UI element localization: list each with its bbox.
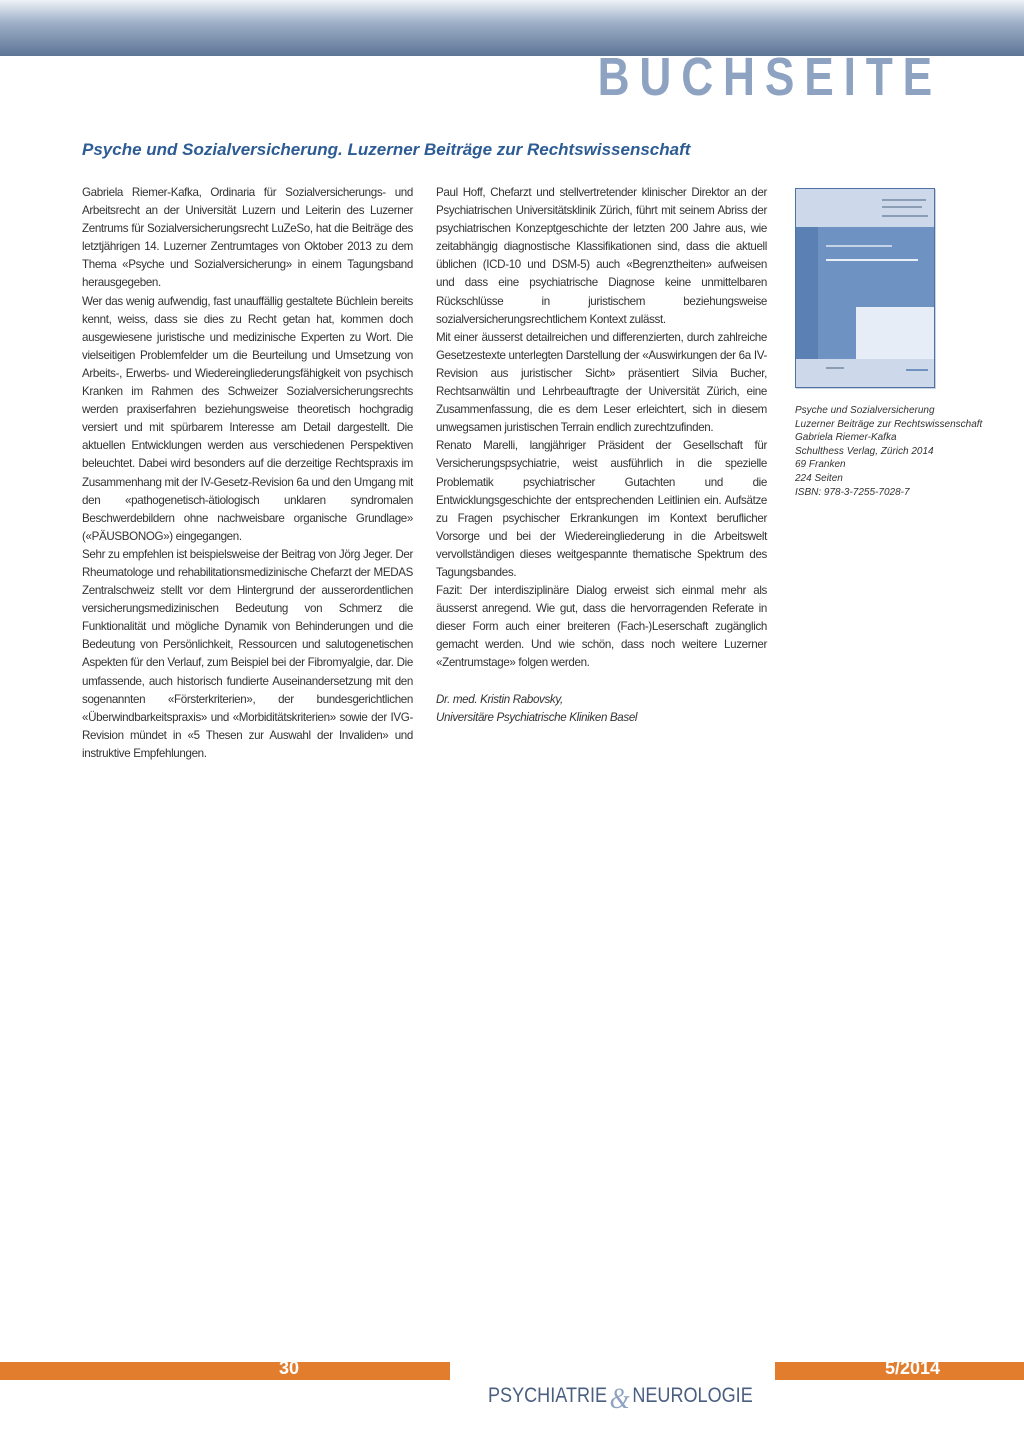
journal-ampersand: & [609, 1382, 630, 1415]
issue-number: 5/2014 [884, 1358, 940, 1378]
article-column-2 [436, 184, 767, 727]
cover-text-line [882, 199, 926, 201]
book-title: Psyche und Sozialversicherung [795, 405, 935, 416]
cover-top-band [796, 189, 934, 227]
book-series: Luzerner Beiträge zur Rechtswissenschaft [795, 418, 983, 430]
book-author: Gabriela Riemer-Kafka [795, 432, 897, 444]
book-publisher: Schulthess Verlag, Zürich 2014 [795, 445, 934, 457]
cover-logo [906, 369, 928, 371]
journal-name-left: PSYCHIATRIE [488, 1384, 608, 1407]
paragraph: Wer das wenig aufwendig, fast unauffällig gestaltete Büchlein bereits kennt, weiss, dass sie dies zu Recht getan hat, kommen doch ausgewiesene juristische und medizinische Experten zu Wort. Die vielseitigen Problemfelder um die Beurteilung und Umsetzung von Arbeits-, Erwerbs- und Wiedereingliederungsfähigkeit von psychisch Kranken im Rahmen des Schweizer Sozialversicherungsrechts werden praxiserfahren beziehungsweise theoretisch hochgradig versiert und mit spürbarem Interesse am Detail dargestellt. Die aktuellen Entwicklungen werden aus verschiedenen Perspektiven beleuchtet. Dabei wird besonders auf die derzeitige Rechtspraxis im Zusammenhang mit der IV-Gesetz-Revision 6a und den Umgang mit den «pathogenetisch-ätiologisch unklaren syndromalen Beschwerdebildern ohne nachweisbare organische Grundlage» («PÄUSBONOG») eingegangen. [82, 294, 413, 543]
footer-logo-gap [450, 1362, 775, 1380]
cover-text-line [882, 215, 928, 217]
reviewer-name: Dr. med. Kristin Rabovsky, [436, 692, 563, 706]
book-pages: 224 Seiten [795, 472, 843, 484]
cover-author-line [826, 245, 892, 247]
paragraph: Sehr zu empfehlen ist beispielsweise der Beitrag von Jörg Jeger. Der Rheumatologe und rehabilitationsmedizinische Chefarzt der MEDAS Zentralschweiz stellt vor dem Hintergrund der ausserordentlichen versicherungsmedizinischen Bedeutung von Schmerz die Funktionalität und mögliche Dynamik von Behinderungen und die Bedeutung von Persönlichkeit, Ressourcen und salutogenetischen Aspekten für den Verlauf, zum Beispiel bei der Fibromyalgie, dar. Die umfassende, auch historisch fundierte Auseinandersetzung mit den sogenannten «Försterkriterien», der bundesgerichtlichen «Überwindbarkeitspraxis» und «Morbiditätskriterien» sowie der IVG-Revision mündet in «5 Thesen zur Auswahl der Invaliden» und instruktive Empfehlungen. [82, 547, 413, 760]
paragraph: Gabriela Riemer-Kafka, Ordinaria für Sozialversicherungs- und Arbeitsrecht an der Universität Luzern und Leiterin des Luzerner Zentrums für Sozialversicherungsrecht LuZeSo, hat die Beiträge des letztjährigen 14. Luzerner Zentrumtages von Oktober 2013 zu dem Thema «Psyche und Sozialversicherung» in einem Tagungsband herausgegeben. [82, 186, 413, 290]
article-title: Psyche und Sozialversicherung. Luzerner Beiträge zur Rechtswissenschaft [82, 140, 691, 159]
cover-title-line [826, 259, 918, 261]
journal-name-right: NEUROLOGIE [632, 1384, 753, 1407]
cover-side-panel [796, 227, 818, 359]
book-isbn: ISBN: 978-3-7255-7028-7 [795, 486, 910, 498]
journal-logo [488, 1382, 753, 1416]
review-signature [436, 691, 767, 727]
book-details-caption [795, 404, 1015, 499]
cover-bottom-band [796, 359, 934, 387]
paragraph: Renato Marelli, langjähriger Präsident der Gesellschaft für Versicherungspsychiatrie, weist ausführlich in die spezielle Problematik psychiatrischer Gutachten und die Entwicklungsgeschichte der entsprechenden Leitlinien ein. Aufsätze zu Fragen psychischer Erkrankungen im Kontext beruflicher Vorsorge und bei der Wiedereingliederung in die Arbeitswelt vervollständigen dieses weitgespannte thematische Spektrum des Tagungsbandes. [436, 439, 767, 579]
paragraph: Paul Hoff, Chefarzt und stellvertretender klinischer Direktor an der Psychiatrischen Universitätsklinik Zürich, führt mit seinem Abriss der psychiatrischen Konzeptgeschichte der letzten 200 Jahre aus, wie zeitabhängig diagnostische Klassifikationen sind, dass die aktuell üblichen (ICD-10 und DSM-5) auch «Begrenztheiten» aufweisen und dass eine psychiatrische Diagnose keine unmittelbaren Rückschlüsse in juristischem beziehungsweise sozialversicherungsrechtlichem Kontext zulässt. [436, 186, 767, 326]
paragraph: Fazit: Der interdisziplinäre Dialog erweist sich einmal mehr als äusserst anregend. Wie gut, dass die hervorragenden Referate in dieser Form auch einer breiteren (Fach-)Leserschaft zugänglich gemacht werden. Und wie schön, dass noch weitere Luzerner «Zentrumstage» folgen werden. [436, 584, 767, 670]
paragraph: Mit einer äusserst detailreichen und differenzierten, durch zahlreiche Gesetzestexte unterlegten Darstellung der «Auswirkungen der 6a IV-Revision aus juristischer Sicht» präsentiert Silvia Bucher, Rechtsanwältin und Lehrbeauftragte der Universität Zürich, eine Zusammenfassung, die es dem Leser erleichtert, sich in diesem unwegsamen juristischen Terrain endlich zurechtzufinden. [436, 330, 767, 435]
cover-light-panel [856, 307, 934, 359]
book-price: 69 Franken [795, 459, 846, 471]
section-title: BUCHSEITE [597, 47, 942, 107]
article-column-1 [82, 184, 413, 763]
reviewer-affiliation: Universitäre Psychiatrische Kliniken Basel [436, 710, 638, 724]
book-cover-image [795, 188, 935, 388]
cover-text-line [826, 367, 844, 369]
cover-text-line [882, 206, 922, 208]
page-number: 30 [279, 1358, 300, 1378]
